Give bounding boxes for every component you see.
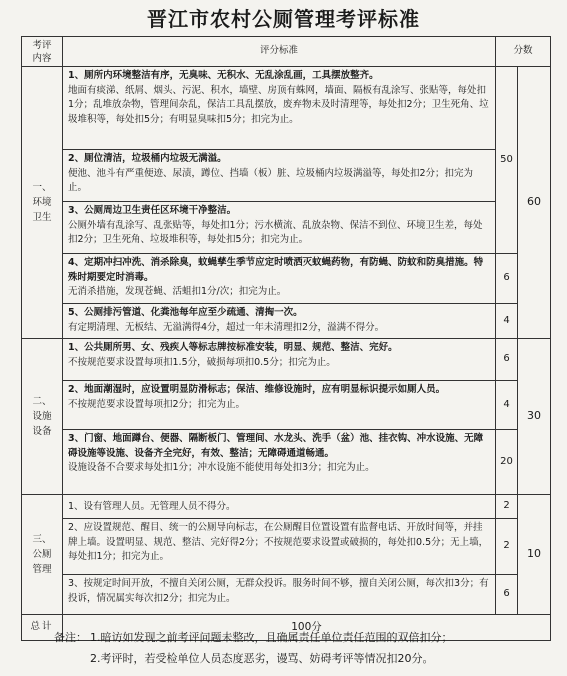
table-row	[22, 304, 551, 339]
header-row	[22, 37, 551, 67]
criterion-head: 1、公共厕所男、女、残疾人等标志牌按标准安装，明显、规范、整洁、完好。	[68, 342, 398, 353]
section-total: 60	[518, 67, 551, 339]
section-total: 30	[518, 339, 551, 495]
notes-section	[54, 627, 554, 669]
subscore: 2	[496, 519, 518, 575]
header-score: 分数	[496, 37, 551, 67]
criterion-detail: 公厕外墙有乱涂写、乱张贴等，每处扣1分；污水横流、乱放杂物、保洁不到位、环境卫生差，每处扣2分；卫生死角、垃圾堆积等，每处扣5分；扣完为止。	[68, 219, 483, 245]
criterion-detail: 不按规范要求设置每项扣1.5分，破损每项扣0.5分；扣完为止。	[68, 356, 336, 368]
criterion-detail: 3、按规定时间开放，不擅自关闭公厕，无群众投诉。服务时间不够，擅自关闭公厕，每次扣3分；有投诉，情况属实每次扣2分；扣完为止。	[68, 578, 489, 604]
criterion-detail: 2、应设置规范、醒目、统一的公厕导向标志，在公厕醒目位置设置有监督电话、开放时间等，并挂牌上墙。设置明显、规范、整洁、完好得2分；不按规范要求设置或破损的，每处扣0.5分；无上墙，每处扣1分；扣完为止。	[68, 522, 489, 562]
criterion-head: 3、门窗、地面蹲台、便器、隔断板门、管理间、水龙头、洗手（盆）池、挂衣钩、冲水设施、无障碍设施等设施、设备齐全完好，有效、整洁；无障碍通道畅通。	[68, 433, 484, 459]
criterion-head: 2、地面潮湿时，应设置明显防滑标志；保洁、维修设施时，应有明显标识提示如厕人员。	[68, 384, 446, 395]
note-text: 1.暗访如发现之前考评问题未整改，且确属责任单位责任范围的双倍扣分；	[90, 631, 453, 644]
subscore: 2	[496, 495, 518, 519]
criterion-3-3	[63, 575, 496, 615]
criterion-head: 3、公厕周边卫生责任区环境干净整洁。	[68, 205, 237, 216]
header-criteria: 评分标准	[63, 37, 496, 67]
criterion-detail: 地面有痰涕、纸屑、烟头、污泥、积水，墙壁、房顶有蛛网，墙面、隔板有乱涂写、张贴等，每处扣1分；乱堆放杂物，管理间杂乱，保洁工具乱摆放，废弃物未及时清理等，每处扣2分；卫生死角、垃圾堆积等，每处扣5分；有明显臭味扣5分；扣完为止。	[68, 84, 489, 125]
criterion-detail: 1、设有管理人员。无管理人员不得分。	[68, 500, 236, 512]
criterion-2-1	[63, 339, 496, 381]
criterion-1-2	[63, 150, 496, 202]
subscore: 4	[496, 304, 518, 339]
subscore: 6	[496, 339, 518, 381]
category-facilities: 二、 设施 设备	[22, 339, 63, 495]
criterion-head: 1、厕所内环境整洁有序，无臭味、无积水、无乱涂乱画，工具摆放整齐。	[68, 70, 379, 81]
subscore: 20	[496, 430, 518, 495]
table-row	[22, 254, 551, 304]
subscore: 6	[496, 254, 518, 304]
criterion-head: 2、厕位清洁，垃圾桶内垃圾无满溢。	[68, 153, 227, 164]
note-line	[54, 648, 554, 669]
table-row	[22, 575, 551, 615]
notes-label: 备注：	[54, 631, 87, 644]
table-row	[22, 381, 551, 430]
scoring-table	[21, 36, 551, 641]
criterion-detail: 便池、池斗有严重便迹、尿渍，蹲位、挡墙（板）脏、垃圾桶内垃圾满溢等，每处扣2分；扣完为止。	[68, 167, 474, 193]
subscore: 4	[496, 381, 518, 430]
criterion-3-2	[63, 519, 496, 575]
criterion-detail: 不按规范要求设置每项扣2分；扣完为止。	[68, 398, 246, 410]
note-line	[54, 627, 554, 648]
table-row	[22, 430, 551, 495]
category-management: 三、 公厕 管理	[22, 495, 63, 615]
criterion-1-5	[63, 304, 496, 339]
criterion-1-4	[63, 254, 496, 304]
subscore: 50	[496, 67, 518, 254]
total-label: 总计	[22, 615, 63, 641]
table-row	[22, 495, 551, 519]
table-row	[22, 339, 551, 381]
criterion-detail: 设施设备不合要求每处扣1分；冲水设施不能使用每处扣3分；扣完为止。	[68, 462, 375, 473]
header-content: 考评 内容	[22, 37, 63, 67]
criterion-1-3	[63, 202, 496, 254]
category-environment: 一、 环境 卫生	[22, 67, 63, 339]
page-title: 晋江市农村公厕管理考评标准	[147, 7, 420, 31]
criterion-detail: 无消杀措施，发现苍蝇、活蛆扣1分/次；扣完为止。	[68, 286, 287, 297]
criterion-detail: 有定期清理、无板结、无溢满得4分，超过一年未清理扣2分，溢满不得分。	[68, 321, 385, 333]
criterion-head: 4、定期冲扫冲洗、消杀除臭，蚊蝇孳生季节应定时喷洒灭蚊蝇药物，有防蝇、防蚊和防臭措施。特殊时期要定时消毒。	[68, 257, 484, 283]
table-row	[22, 202, 551, 254]
criterion-2-3	[63, 430, 496, 495]
table-row	[22, 67, 551, 150]
criterion-1-1	[63, 67, 496, 150]
criterion-2-2	[63, 381, 496, 430]
section-total: 10	[518, 495, 551, 615]
criterion-3-1	[63, 495, 496, 519]
table-row	[22, 150, 551, 202]
note-text: 2.考评时，若受检单位人员态度恶劣，谩骂、妨碍考评等情况扣20分。	[90, 652, 434, 665]
total-value: 100分	[63, 615, 551, 641]
table-row	[22, 519, 551, 575]
subscore: 6	[496, 575, 518, 615]
criterion-head: 5、公厕排污管道、化粪池每年应至少疏通、清掏一次。	[68, 307, 303, 318]
